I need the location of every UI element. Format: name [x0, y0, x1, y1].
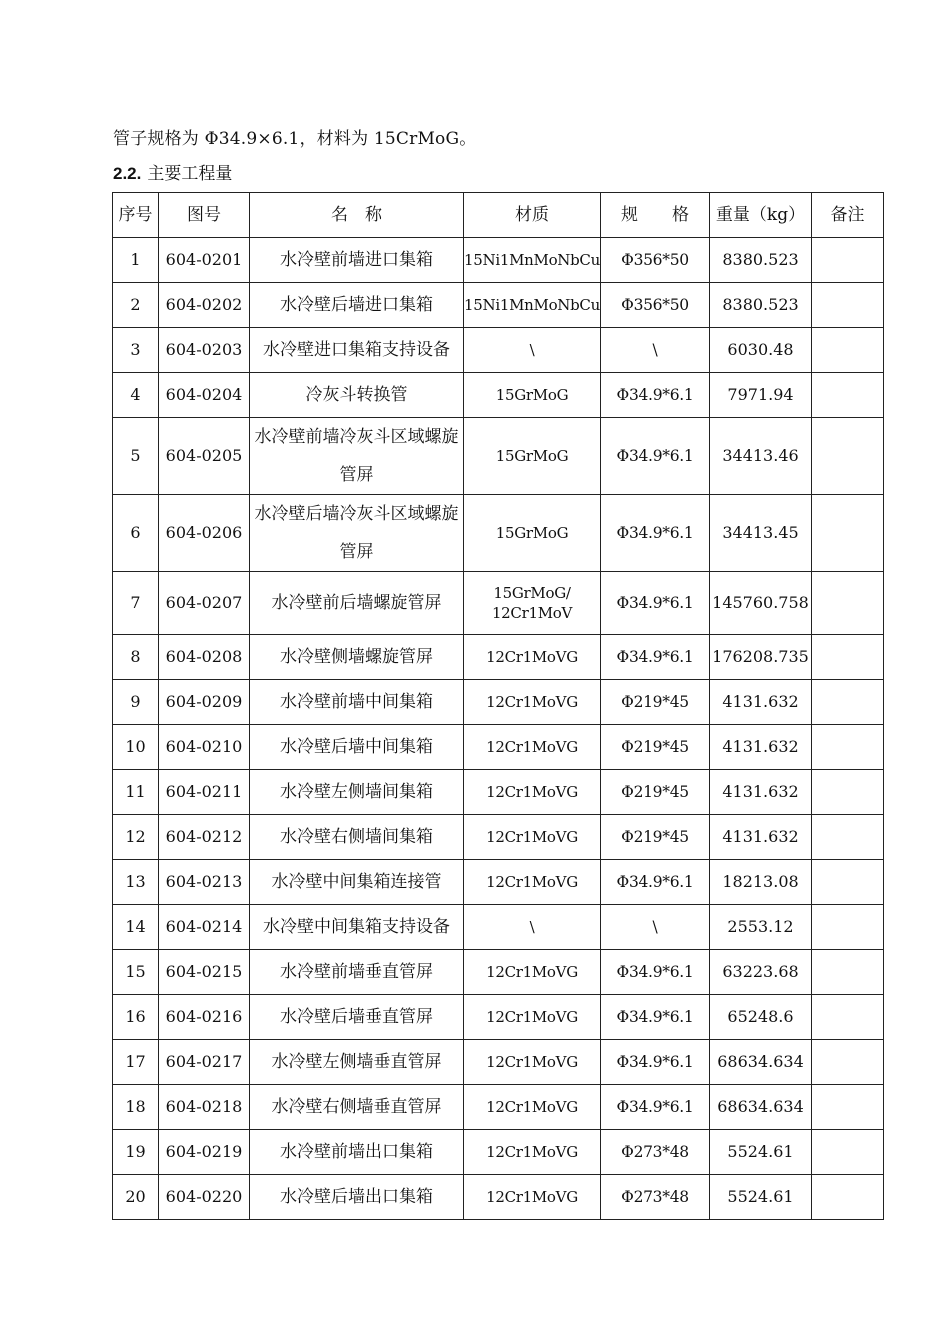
- drawing-number-cell: 604-0213: [159, 860, 250, 905]
- material-cell: 12Cr1MoVG: [464, 635, 601, 680]
- row-number-cell: 12: [113, 815, 159, 860]
- drawing-number-cell: 604-0207: [159, 572, 250, 635]
- remark-cell: [812, 950, 884, 995]
- weight-cell: 8380.523: [710, 283, 812, 328]
- row-number-cell: 18: [113, 1085, 159, 1130]
- header-cell: 图号: [159, 193, 250, 238]
- row-number-cell: 5: [113, 418, 159, 495]
- item-name-cell: 水冷壁前墙进口集箱: [250, 238, 464, 283]
- material-cell: 12Cr1MoVG: [464, 1040, 601, 1085]
- weight-cell: 5524.61: [710, 1130, 812, 1175]
- item-name-cell: 水冷壁进口集箱支持设备: [250, 328, 464, 373]
- weight-cell: 68634.634: [710, 1040, 812, 1085]
- remark-cell: [812, 1040, 884, 1085]
- row-number-cell: 13: [113, 860, 159, 905]
- material-cell: 12Cr1MoVG: [464, 1175, 601, 1220]
- drawing-number-cell: 604-0216: [159, 995, 250, 1040]
- spec-cell: Φ219*45: [601, 770, 710, 815]
- drawing-number-cell: 604-0208: [159, 635, 250, 680]
- drawing-number-cell: 604-0218: [159, 1085, 250, 1130]
- spec-cell: \: [601, 328, 710, 373]
- row-number-cell: 8: [113, 635, 159, 680]
- drawing-number-cell: 604-0211: [159, 770, 250, 815]
- remark-cell: [812, 1130, 884, 1175]
- item-name-cell: 水冷壁右侧墙间集箱: [250, 815, 464, 860]
- drawing-number-cell: 604-0209: [159, 680, 250, 725]
- remark-cell: [812, 1175, 884, 1220]
- table-row: [113, 1130, 884, 1175]
- table-header-row: [113, 193, 884, 238]
- remark-cell: [812, 373, 884, 418]
- item-name-cell: 水冷壁前墙中间集箱: [250, 680, 464, 725]
- material-cell: \: [464, 328, 601, 373]
- spec-cell: Φ34.9*6.1: [601, 1040, 710, 1085]
- table-row: [113, 635, 884, 680]
- remark-cell: [812, 1085, 884, 1130]
- item-name-cell: 水冷壁前墙出口集箱: [250, 1130, 464, 1175]
- material-cell: 15Ni1MnMoNbCu: [464, 283, 601, 328]
- material-cell: \: [464, 905, 601, 950]
- drawing-number-cell: 604-0202: [159, 283, 250, 328]
- drawing-number-cell: 604-0204: [159, 373, 250, 418]
- spec-cell: Φ34.9*6.1: [601, 860, 710, 905]
- material-cell: 15GrMoG: [464, 418, 601, 495]
- drawing-number-cell: 604-0203: [159, 328, 250, 373]
- table-row: [113, 373, 884, 418]
- item-name-cell: 水冷壁前墙垂直管屏: [250, 950, 464, 995]
- weight-cell: 145760.758: [710, 572, 812, 635]
- row-number-cell: 20: [113, 1175, 159, 1220]
- material-cell: 12Cr1MoVG: [464, 995, 601, 1040]
- row-number-cell: 19: [113, 1130, 159, 1175]
- item-name-cell: 水冷壁后墙垂直管屏: [250, 995, 464, 1040]
- material-cell: 12Cr1MoVG: [464, 950, 601, 995]
- material-cell: 15GrMoG: [464, 373, 601, 418]
- item-name-cell: 水冷壁后墙中间集箱: [250, 725, 464, 770]
- spec-cell: Φ34.9*6.1: [601, 418, 710, 495]
- item-name-cell: 水冷壁左侧墙垂直管屏: [250, 1040, 464, 1085]
- table-row: [113, 572, 884, 635]
- spec-cell: Φ34.9*6.1: [601, 373, 710, 418]
- section-heading: [113, 159, 232, 184]
- spec-cell: Φ219*45: [601, 680, 710, 725]
- item-name-cell: 水冷壁中间集箱支持设备: [250, 905, 464, 950]
- spec-cell: Φ219*45: [601, 815, 710, 860]
- table-row: [113, 495, 884, 572]
- table-row: [113, 950, 884, 995]
- header-cell: 规 格: [601, 193, 710, 238]
- remark-cell: [812, 815, 884, 860]
- drawing-number-cell: 604-0201: [159, 238, 250, 283]
- item-name-cell: 水冷壁右侧墙垂直管屏: [250, 1085, 464, 1130]
- weight-cell: 68634.634: [710, 1085, 812, 1130]
- table-row: [113, 238, 884, 283]
- row-number-cell: 2: [113, 283, 159, 328]
- material-cell: 12Cr1MoVG: [464, 1085, 601, 1130]
- item-name-cell: 水冷壁中间集箱连接管: [250, 860, 464, 905]
- weight-cell: 18213.08: [710, 860, 812, 905]
- item-name-cell: 冷灰斗转换管: [250, 373, 464, 418]
- spec-cell: Φ34.9*6.1: [601, 995, 710, 1040]
- drawing-number-cell: 604-0217: [159, 1040, 250, 1085]
- weight-cell: 63223.68: [710, 950, 812, 995]
- remark-cell: [812, 905, 884, 950]
- weight-cell: 4131.632: [710, 680, 812, 725]
- remark-cell: [812, 572, 884, 635]
- row-number-cell: 11: [113, 770, 159, 815]
- remark-cell: [812, 725, 884, 770]
- weight-cell: 6030.48: [710, 328, 812, 373]
- weight-cell: 34413.45: [710, 495, 812, 572]
- weight-cell: 65248.6: [710, 995, 812, 1040]
- table-row: [113, 1175, 884, 1220]
- item-name-cell: 水冷壁前墙冷灰斗区域螺旋管屏: [250, 418, 464, 495]
- section-title: 主要工程量: [147, 164, 233, 184]
- weight-cell: 34413.46: [710, 418, 812, 495]
- drawing-number-cell: 604-0206: [159, 495, 250, 572]
- material-cell: 15GrMoG: [464, 495, 601, 572]
- header-cell: 名 称: [250, 193, 464, 238]
- drawing-number-cell: 604-0205: [159, 418, 250, 495]
- weight-cell: 7971.94: [710, 373, 812, 418]
- spec-cell: Φ219*45: [601, 725, 710, 770]
- item-name-cell: 水冷壁左侧墙间集箱: [250, 770, 464, 815]
- item-name-cell: 水冷壁前后墙螺旋管屏: [250, 572, 464, 635]
- drawing-number-cell: 604-0214: [159, 905, 250, 950]
- item-name-cell: 水冷壁后墙冷灰斗区域螺旋管屏: [250, 495, 464, 572]
- spec-cell: Φ273*48: [601, 1175, 710, 1220]
- table-row: [113, 815, 884, 860]
- spec-cell: Φ34.9*6.1: [601, 1085, 710, 1130]
- row-number-cell: 7: [113, 572, 159, 635]
- header-cell: 材质: [464, 193, 601, 238]
- remark-cell: [812, 238, 884, 283]
- row-number-cell: 10: [113, 725, 159, 770]
- row-number-cell: 17: [113, 1040, 159, 1085]
- remark-cell: [812, 770, 884, 815]
- table-row: [113, 328, 884, 373]
- table-row: [113, 1085, 884, 1130]
- row-number-cell: 16: [113, 995, 159, 1040]
- material-cell: 12Cr1MoVG: [464, 1130, 601, 1175]
- remark-cell: [812, 328, 884, 373]
- remark-cell: [812, 283, 884, 328]
- drawing-number-cell: 604-0210: [159, 725, 250, 770]
- row-number-cell: 1: [113, 238, 159, 283]
- spec-cell: Φ356*50: [601, 238, 710, 283]
- spec-cell: Φ34.9*6.1: [601, 950, 710, 995]
- header-cell: 序号: [113, 193, 159, 238]
- table-row: [113, 770, 884, 815]
- spec-cell: Φ273*48: [601, 1130, 710, 1175]
- material-cell: 15Ni1MnMoNbCu: [464, 238, 601, 283]
- row-number-cell: 6: [113, 495, 159, 572]
- spec-cell: \: [601, 905, 710, 950]
- header-cell: 备注: [812, 193, 884, 238]
- row-number-cell: 3: [113, 328, 159, 373]
- table-row: [113, 725, 884, 770]
- material-cell: 12Cr1MoVG: [464, 860, 601, 905]
- remark-cell: [812, 995, 884, 1040]
- remark-cell: [812, 495, 884, 572]
- drawing-number-cell: 604-0215: [159, 950, 250, 995]
- intro-paragraph: 管子规格为 Φ34.9×6.1，材料为 15CrMoG。: [113, 129, 477, 149]
- material-cell: 12Cr1MoVG: [464, 680, 601, 725]
- material-cell: 12Cr1MoVG: [464, 770, 601, 815]
- spec-cell: Φ356*50: [601, 283, 710, 328]
- spec-cell: Φ34.9*6.1: [601, 572, 710, 635]
- section-number: 2.2.: [113, 164, 142, 183]
- row-number-cell: 4: [113, 373, 159, 418]
- weight-cell: 8380.523: [710, 238, 812, 283]
- item-name-cell: 水冷壁后墙出口集箱: [250, 1175, 464, 1220]
- drawing-number-cell: 604-0220: [159, 1175, 250, 1220]
- material-cell: 15GrMoG/ 12Cr1MoV: [464, 572, 601, 635]
- remark-cell: [812, 418, 884, 495]
- material-cell: 12Cr1MoVG: [464, 815, 601, 860]
- row-number-cell: 9: [113, 680, 159, 725]
- weight-cell: 176208.735: [710, 635, 812, 680]
- remark-cell: [812, 680, 884, 725]
- spec-cell: Φ34.9*6.1: [601, 495, 710, 572]
- weight-cell: 4131.632: [710, 725, 812, 770]
- header-cell: 重量（kg）: [710, 193, 812, 238]
- remark-cell: [812, 860, 884, 905]
- weight-cell: 4131.632: [710, 815, 812, 860]
- weight-cell: 2553.12: [710, 905, 812, 950]
- table-row: [113, 418, 884, 495]
- drawing-number-cell: 604-0212: [159, 815, 250, 860]
- drawing-number-cell: 604-0219: [159, 1130, 250, 1175]
- table-row: [113, 283, 884, 328]
- item-name-cell: 水冷壁侧墙螺旋管屏: [250, 635, 464, 680]
- spec-cell: Φ34.9*6.1: [601, 635, 710, 680]
- weight-cell: 4131.632: [710, 770, 812, 815]
- material-cell: 12Cr1MoVG: [464, 725, 601, 770]
- table-row: [113, 995, 884, 1040]
- table-row: [113, 680, 884, 725]
- item-name-cell: 水冷壁后墙进口集箱: [250, 283, 464, 328]
- quantities-table: [112, 192, 884, 1220]
- weight-cell: 5524.61: [710, 1175, 812, 1220]
- table-row: [113, 905, 884, 950]
- row-number-cell: 15: [113, 950, 159, 995]
- remark-cell: [812, 635, 884, 680]
- row-number-cell: 14: [113, 905, 159, 950]
- table-row: [113, 860, 884, 905]
- table-row: [113, 1040, 884, 1085]
